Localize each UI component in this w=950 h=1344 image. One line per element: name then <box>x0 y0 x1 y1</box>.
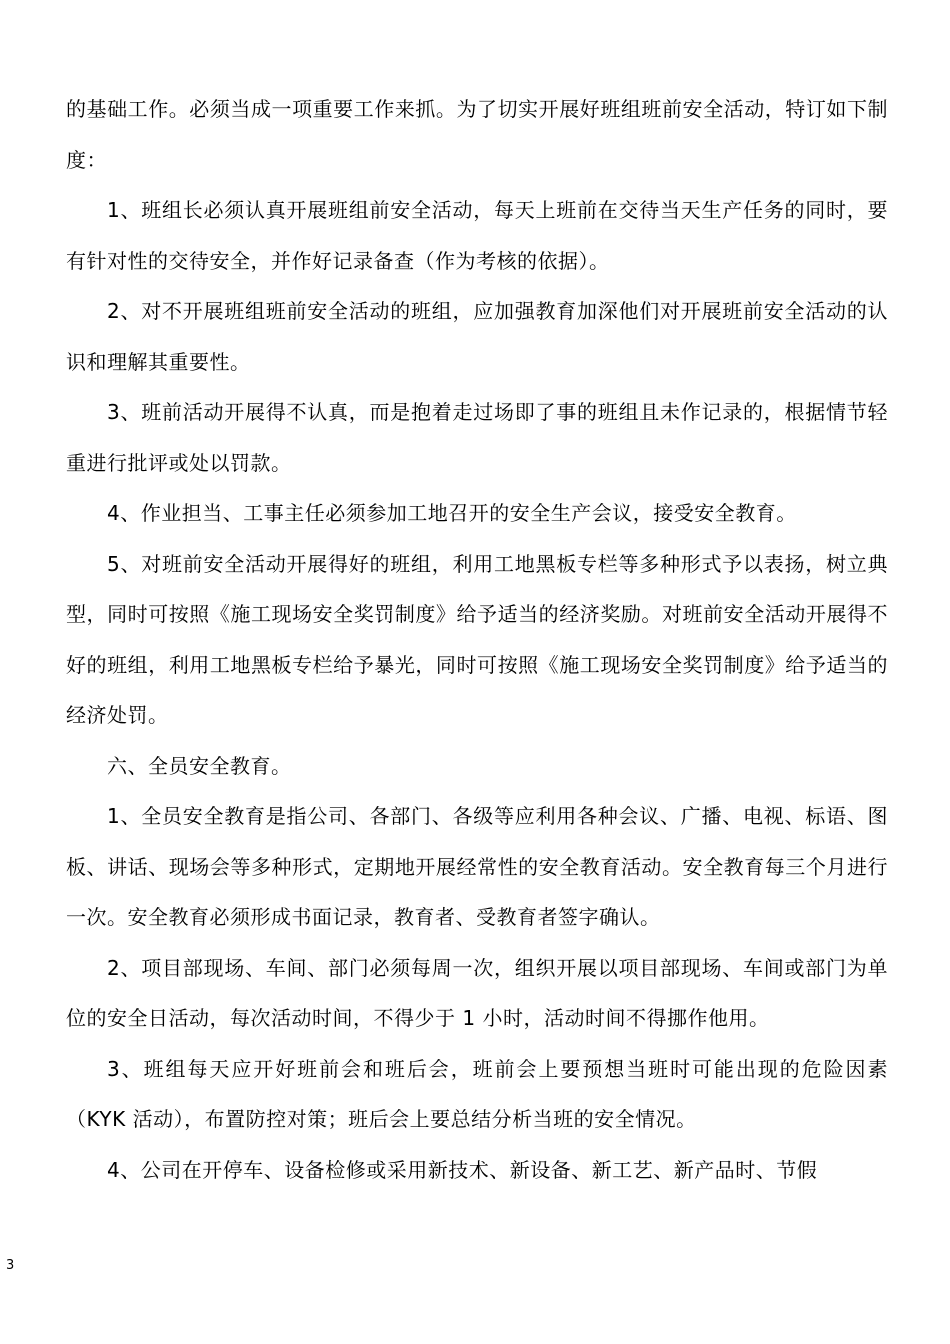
paragraph-education-4: 4、公司在开停车、设备检修或采用新技术、新设备、新工艺、新产品时、节假 <box>107 1157 818 1182</box>
paragraph-rule-3: 3、班前活动开展得不认真，而是抱着走过场即了事的班组且未作记录的，根据情节轻重进行批评或处以罚款。 <box>66 400 888 475</box>
paragraph-rule-4: 4、作业担当、工事主任必须参加工地召开的安全生产会议，接受安全教育。 <box>107 501 797 525</box>
paragraph-rule-1: 1、班组长必须认真开展班组前安全活动，每天上班前在交待当天生产任务的同时，要有针对性的交待安全，并作好记录备查（作为考核的依据）。 <box>66 198 888 273</box>
paragraph-rule-5: 5、对班前安全活动开展得好的班组，利用工地黑板专栏等多种形式予以表扬，树立典型，同时可按照《施工现场安全奖罚制度》给予适当的经济奖励。对班前安全活动开展得不好的班组，利用工地黑板专栏给予暴光，同时可按照《施工现场安全奖罚制度》给予适当的经济处罚。 <box>66 551 888 727</box>
page-number: 3 <box>6 1258 15 1273</box>
paragraph-education-1: 1、全员安全教育是指公司、各部门、各级等应利用各种会议、广播、电视、标语、图板、讲话、现场会等多种形式，定期地开展经常性的安全教育活动。安全教育每三个月进行一次。安全教育必须形成书面记录，教育者、受教育者签字确认。 <box>66 804 888 929</box>
section-heading-6: 六、全员安全教育。 <box>107 753 292 778</box>
paragraph-education-2: 2、项目部现场、车间、部门必须每周一次，组织开展以项目部现场、车间或部门为单位的安全日活动，每次活动时间，不得少于 1 小时，活动时间不得挪作他用。 <box>66 955 888 1030</box>
document-body <box>66 84 888 1195</box>
paragraph-intro-continuation: 的基础工作。必须当成一项重要工作来抓。为了切实开展好班组班前安全活动，特订如下制度： <box>66 97 888 172</box>
paragraph-rule-2: 2、对不开展班组班前安全活动的班组，应加强教育加深他们对开展班前安全活动的认识和理解其重要性。 <box>66 299 888 374</box>
paragraph-education-3: 3、班组每天应开好班前会和班后会，班前会上要预想当班时可能出现的危险因素（KYK 活动），布置防控对策；班后会上要总结分析当班的安全情况。 <box>66 1056 888 1131</box>
